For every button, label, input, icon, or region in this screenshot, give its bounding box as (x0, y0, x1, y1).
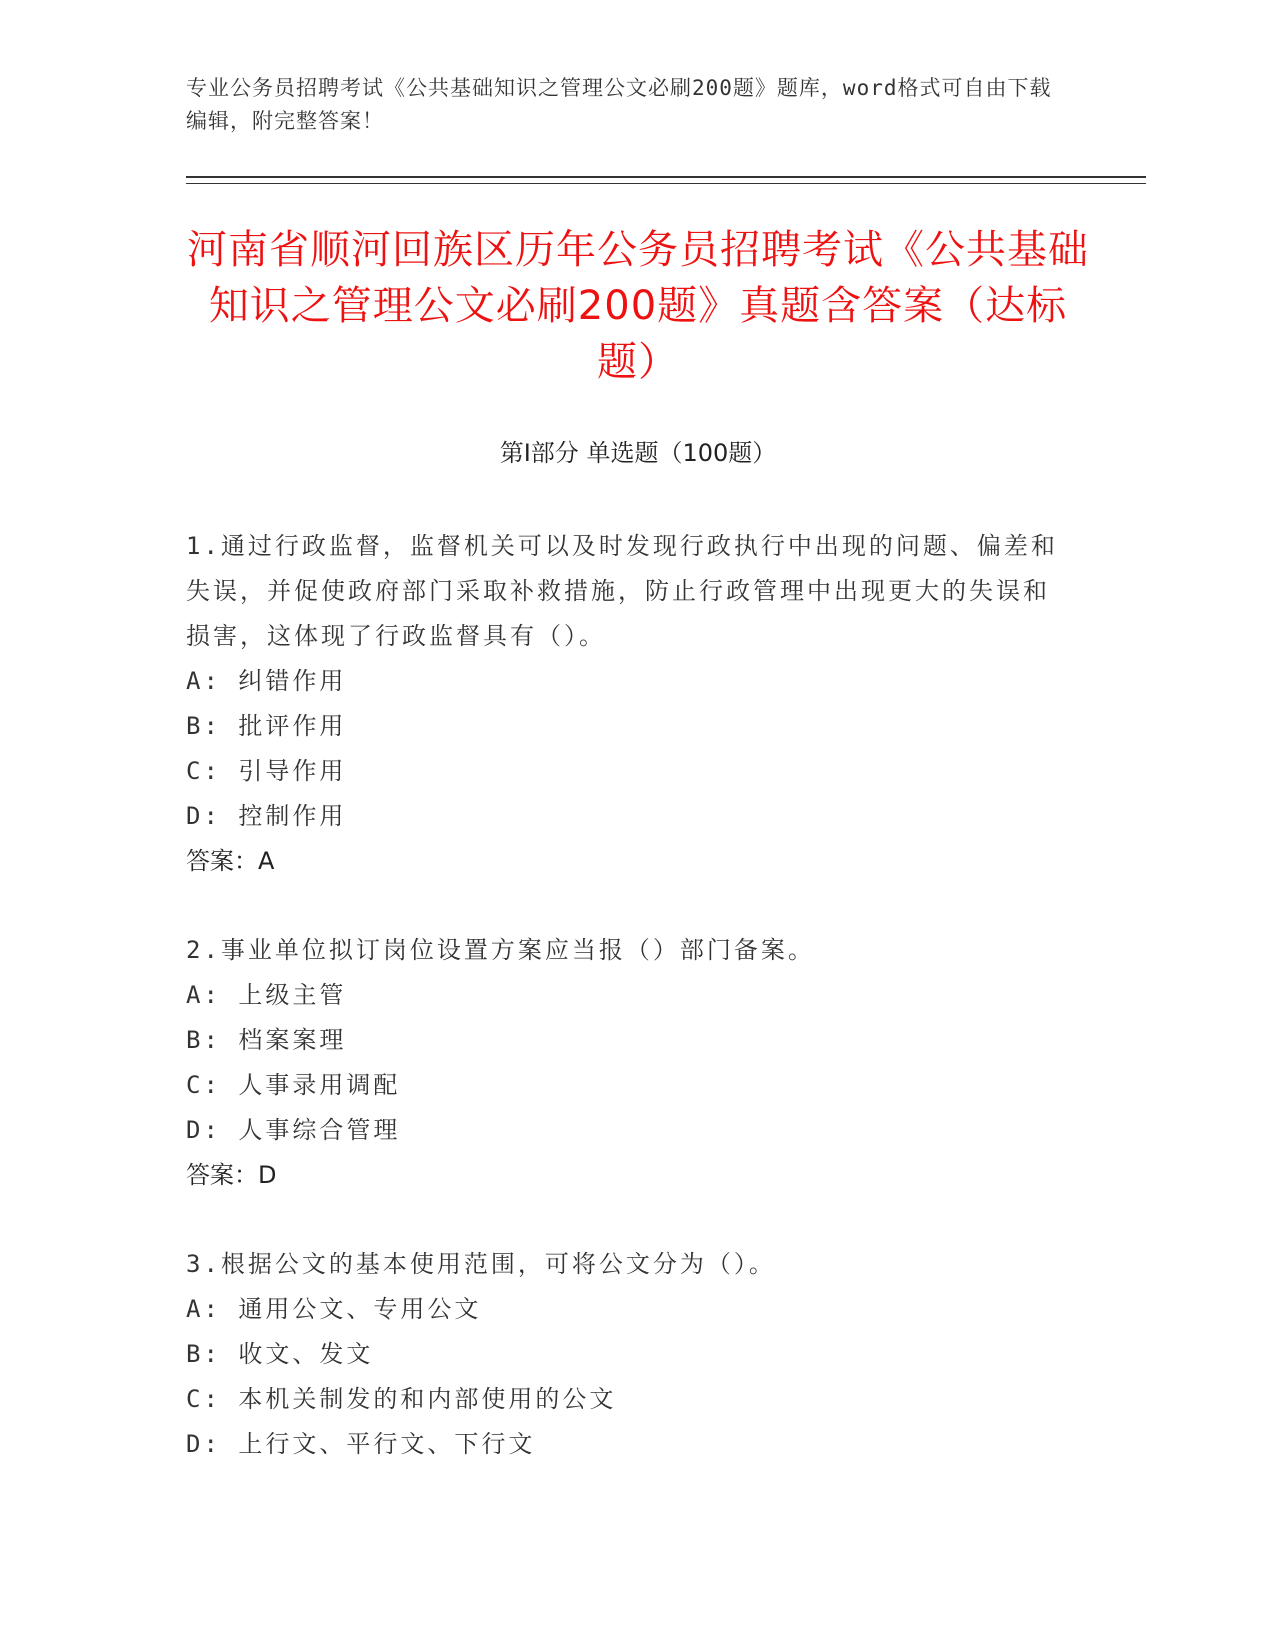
header-note: 专业公务员招聘考试《公共基础知识之管理公文必刷200题》题库，word格式可自由下载编辑，附完整答案！ (186, 76, 1052, 133)
answer: 答案：D (186, 1161, 277, 1189)
option-b: B: 收文、发文 (186, 1340, 374, 1368)
option-c: C: 人事录用调配 (186, 1071, 401, 1099)
section-title: 第I部分 单选题（100题） (499, 439, 777, 467)
question-stem: 3.根据公文的基本使用范围，可将公文分为（）。 (186, 1250, 776, 1278)
document-title: 河南省顺河回族区历年公务员招聘考试《公共基础知识之管理公文必刷200题》真题含答案（达标题） (187, 227, 1089, 385)
question-1 (186, 524, 1066, 884)
question-stem: 2.事业单位拟订岗位设置方案应当报（）部门备案。 (186, 936, 815, 964)
option-d: D: 上行文、平行文、下行文 (186, 1430, 536, 1458)
option-b: B: 档案案理 (186, 1026, 347, 1054)
header-rule-thin (186, 183, 1146, 184)
question-2 (186, 928, 1066, 1198)
option-d: D: 人事综合管理 (186, 1116, 401, 1144)
option-c: C: 本机关制发的和内部使用的公文 (186, 1385, 617, 1413)
question-3 (186, 1242, 1066, 1467)
option-a: A: 纠错作用 (186, 667, 347, 695)
header-rule-thick (186, 176, 1146, 178)
question-stem: 1.通过行政监督，监督机关可以及时发现行政执行中出现的问题、偏差和失误，并促使政府部门采取补救措施，防止行政管理中出现更大的失误和损害，这体现了行政监督具有（）。 (186, 532, 1058, 650)
option-a: A: 上级主管 (186, 981, 347, 1009)
answer: 答案：A (186, 847, 275, 875)
option-d: D: 控制作用 (186, 802, 347, 830)
option-b: B: 批评作用 (186, 712, 347, 740)
option-a: A: 通用公文、专用公文 (186, 1295, 482, 1323)
question-list (186, 524, 1066, 1511)
option-c: C: 引导作用 (186, 757, 347, 785)
